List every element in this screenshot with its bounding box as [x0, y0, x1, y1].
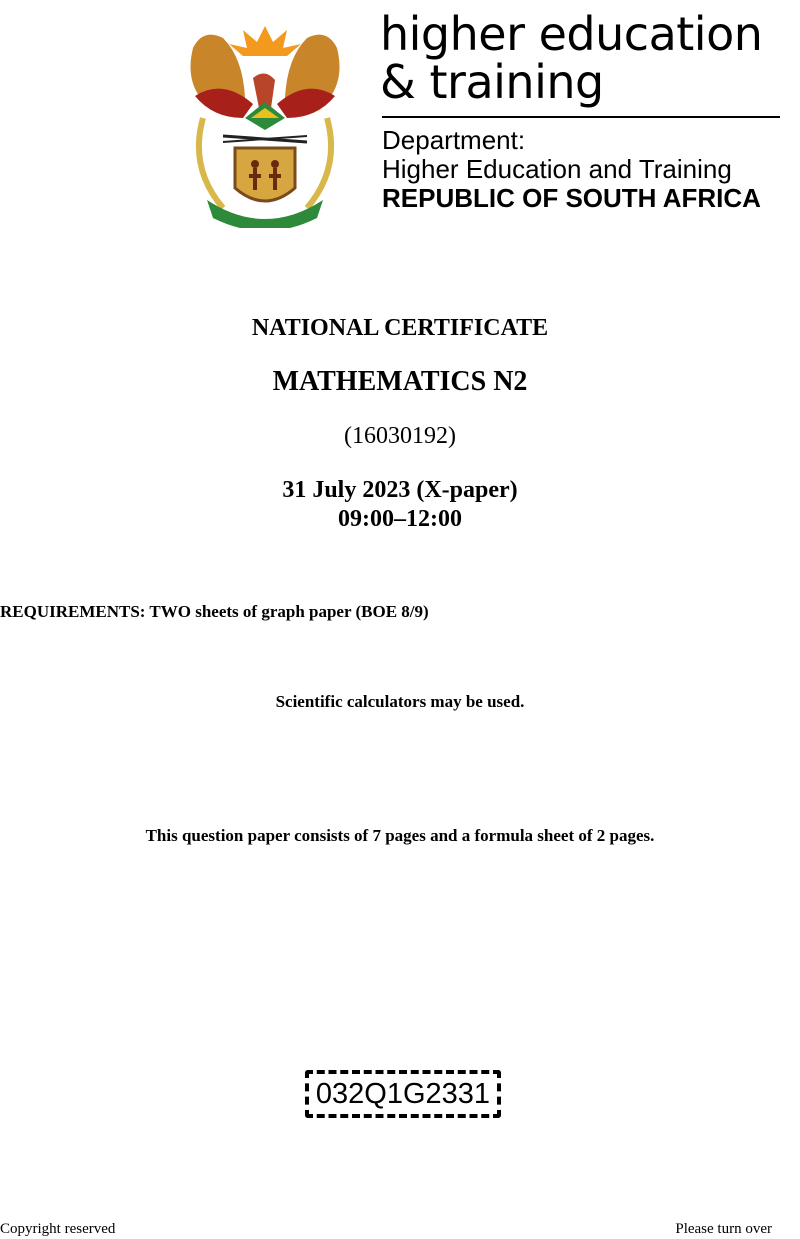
brand-line-2: & training	[380, 55, 604, 109]
certificate-title: NATIONAL CERTIFICATE	[251, 315, 549, 341]
footer-copyright: Copyright reserved	[0, 1221, 116, 1237]
requirements: REQUIREMENTS: TWO sheets of graph paper (BOE 8/9)	[0, 602, 429, 621]
exam-date: 31 July 2023 (X-paper)	[282, 477, 518, 503]
coat-of-arms-logo	[183, 18, 347, 228]
footer-turn-over: Please turn over	[675, 1221, 772, 1237]
paper-code-box: 032Q1G2331	[305, 1070, 501, 1118]
brand-wordmark	[380, 7, 763, 109]
brand-line-1: higher education	[380, 7, 763, 61]
subject-title: MATHEMATICS N2	[272, 366, 528, 397]
calculator-note: Scientific calculators may be used.	[275, 692, 525, 711]
header-divider	[382, 116, 780, 118]
page-count-note: This question paper consists of 7 pages and a formula sheet of 2 pages.	[145, 826, 655, 845]
dept-label: Department:	[382, 125, 526, 155]
dept-country: REPUBLIC OF SOUTH AFRICA	[382, 183, 761, 213]
exam-time: 09:00–12:00	[338, 506, 462, 532]
dept-name: Higher Education and Training	[382, 154, 732, 184]
subject-code: (16030192)	[344, 423, 456, 449]
